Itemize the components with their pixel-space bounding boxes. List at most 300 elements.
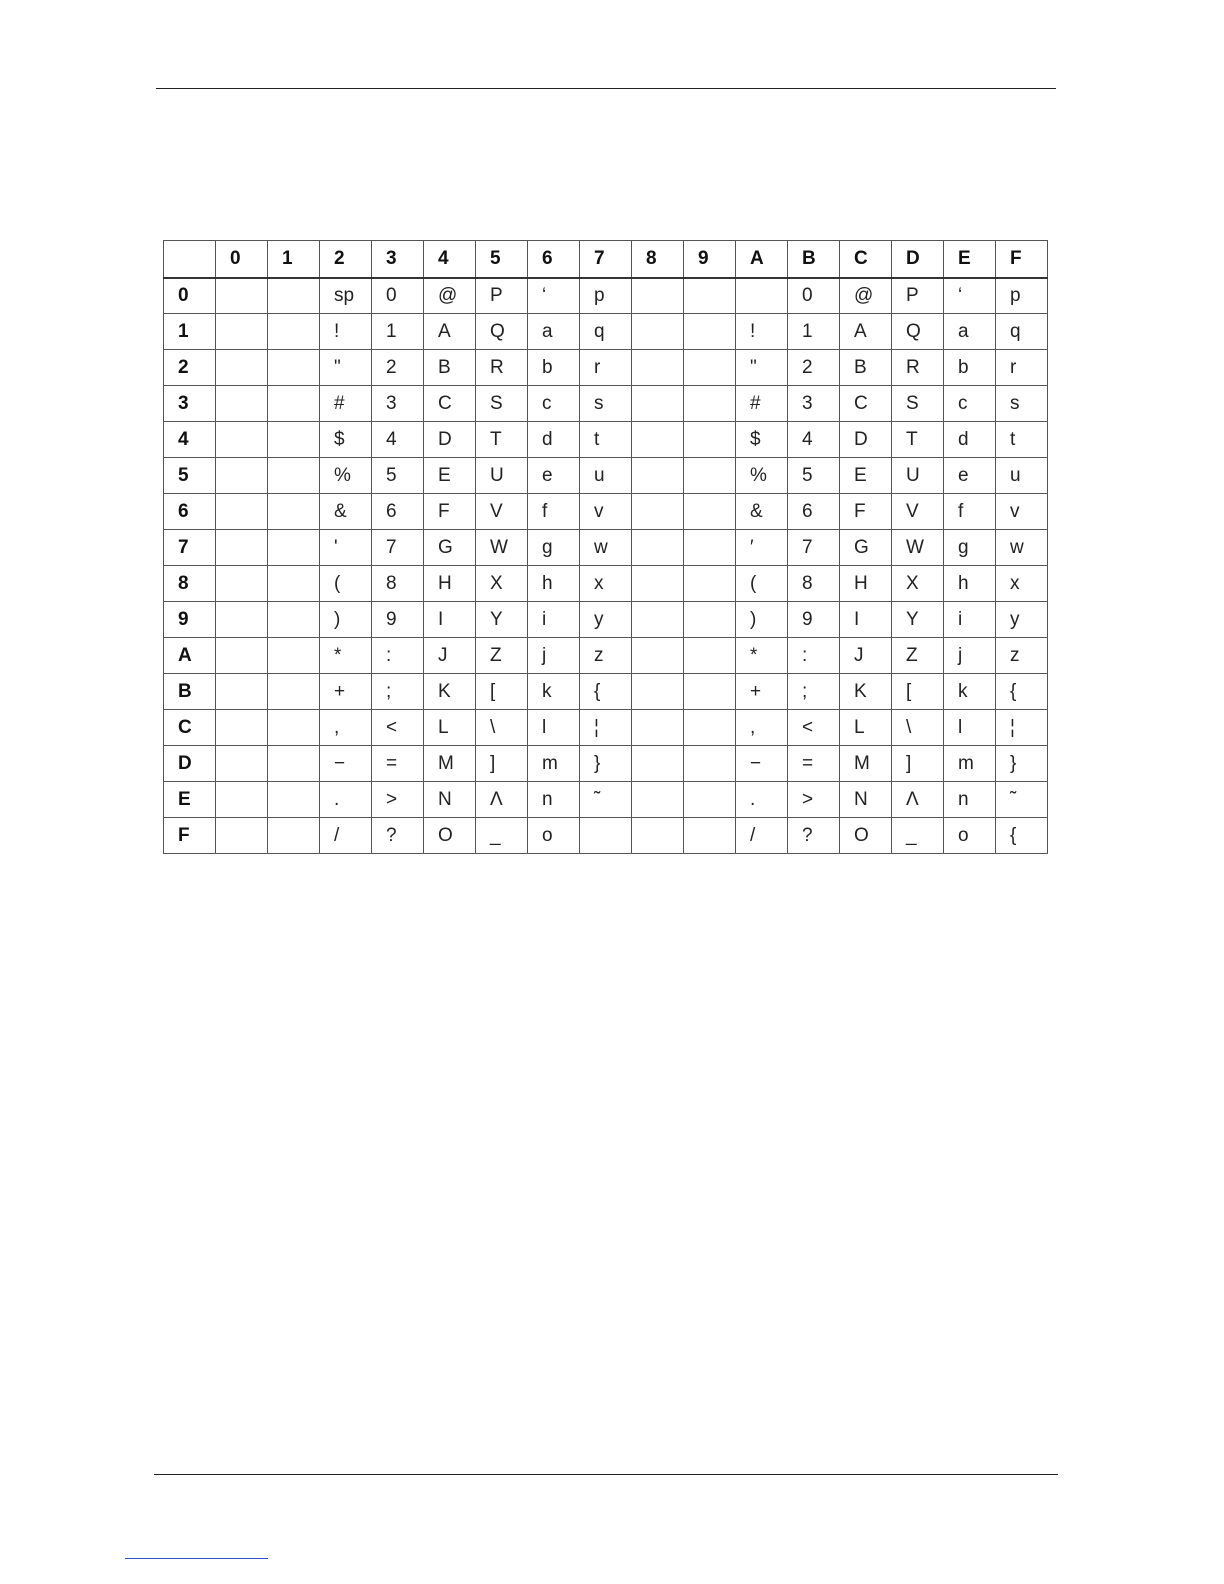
table-cell: R xyxy=(476,350,528,386)
table-cell: 8 xyxy=(788,566,840,602)
table-cell xyxy=(268,458,320,494)
table-cell xyxy=(632,530,684,566)
table-cell: ˜ xyxy=(580,782,632,818)
table-cell: u xyxy=(996,458,1048,494)
table-cell: y xyxy=(580,602,632,638)
table-cell xyxy=(684,386,736,422)
table-cell: a xyxy=(528,314,580,350)
table-cell: P xyxy=(476,278,528,314)
table-cell: I xyxy=(840,602,892,638)
table-cell: j xyxy=(528,638,580,674)
table-cell: G xyxy=(424,530,476,566)
table-cell: V xyxy=(892,494,944,530)
table-cell: ( xyxy=(736,566,788,602)
table-cell: 4 xyxy=(788,422,840,458)
table-cell: * xyxy=(320,638,372,674)
table-cell xyxy=(684,710,736,746)
table-cell: B xyxy=(840,350,892,386)
column-header-row xyxy=(164,241,1048,278)
table-cell xyxy=(216,494,268,530)
table-body xyxy=(164,278,1048,854)
table-cell xyxy=(684,818,736,854)
table-cell: i xyxy=(944,602,996,638)
table-cell: [ xyxy=(892,674,944,710)
table-cell xyxy=(632,566,684,602)
table-cell: X xyxy=(476,566,528,602)
table-cell: X xyxy=(892,566,944,602)
table-cell xyxy=(684,674,736,710)
table-cell xyxy=(684,782,736,818)
table-cell: $ xyxy=(736,422,788,458)
table-cell: & xyxy=(736,494,788,530)
table-cell: ′ xyxy=(736,530,788,566)
table-cell: w xyxy=(996,530,1048,566)
table-cell xyxy=(268,566,320,602)
table-cell: , xyxy=(736,710,788,746)
table-cell: Z xyxy=(892,638,944,674)
table-cell: y xyxy=(996,602,1048,638)
table-cell xyxy=(216,782,268,818)
footer-rule xyxy=(154,1474,1058,1475)
table-cell: 1 xyxy=(788,314,840,350)
table-cell: C xyxy=(840,386,892,422)
table-cell: s xyxy=(580,386,632,422)
table-cell: > xyxy=(372,782,424,818)
table-cell: ; xyxy=(372,674,424,710)
table-cell: * xyxy=(736,638,788,674)
row-header-4: 4 xyxy=(164,422,216,458)
table-cell: ‘ xyxy=(528,278,580,314)
table-cell: K xyxy=(840,674,892,710)
table-cell xyxy=(268,602,320,638)
table-cell xyxy=(216,350,268,386)
table-cell: ( xyxy=(320,566,372,602)
table-cell: v xyxy=(580,494,632,530)
table-cell: r xyxy=(580,350,632,386)
table-cell: 6 xyxy=(372,494,424,530)
table-cell xyxy=(684,602,736,638)
table-cell: M xyxy=(840,746,892,782)
table-cell: q xyxy=(580,314,632,350)
table-cell: G xyxy=(840,530,892,566)
table-cell: E xyxy=(424,458,476,494)
table-cell: / xyxy=(320,818,372,854)
table-cell: m xyxy=(528,746,580,782)
row-header-8: 8 xyxy=(164,566,216,602)
column-header-3: 3 xyxy=(372,241,424,278)
table-cell: ¦ xyxy=(996,710,1048,746)
table-cell: _ xyxy=(892,818,944,854)
table-cell xyxy=(268,278,320,314)
table-cell: g xyxy=(944,530,996,566)
table-row xyxy=(164,530,1048,566)
table-cell xyxy=(216,638,268,674)
row-header-e: E xyxy=(164,782,216,818)
table-cell: U xyxy=(476,458,528,494)
row-header-3: 3 xyxy=(164,386,216,422)
table-cell: F xyxy=(840,494,892,530)
column-header-e: E xyxy=(944,241,996,278)
table-cell: ] xyxy=(892,746,944,782)
table-cell xyxy=(684,494,736,530)
table-row xyxy=(164,278,1048,314)
table-cell: E xyxy=(840,458,892,494)
table-cell: 9 xyxy=(372,602,424,638)
table-cell: x xyxy=(580,566,632,602)
table-row xyxy=(164,422,1048,458)
table-cell xyxy=(216,566,268,602)
table-cell: p xyxy=(580,278,632,314)
table-cell: o xyxy=(944,818,996,854)
row-header-c: C xyxy=(164,710,216,746)
table-cell: M xyxy=(424,746,476,782)
table-cell xyxy=(632,782,684,818)
table-cell: b xyxy=(528,350,580,386)
table-cell: < xyxy=(372,710,424,746)
table-cell: T xyxy=(892,422,944,458)
table-cell xyxy=(684,278,736,314)
table-row xyxy=(164,674,1048,710)
row-header-b: B xyxy=(164,674,216,710)
row-header-1: 1 xyxy=(164,314,216,350)
row-header-a: A xyxy=(164,638,216,674)
table-cell: 6 xyxy=(788,494,840,530)
row-header-2: 2 xyxy=(164,350,216,386)
table-cell: Y xyxy=(476,602,528,638)
table-row xyxy=(164,566,1048,602)
table-cell: S xyxy=(476,386,528,422)
table-cell: D xyxy=(840,422,892,458)
table-cell xyxy=(632,746,684,782)
table-cell: U xyxy=(892,458,944,494)
table-cell: 8 xyxy=(372,566,424,602)
table-cell: W xyxy=(892,530,944,566)
table-cell: H xyxy=(424,566,476,602)
table-cell: , xyxy=(320,710,372,746)
table-cell: 9 xyxy=(788,602,840,638)
column-header-b: B xyxy=(788,241,840,278)
table-cell xyxy=(632,818,684,854)
table-cell: 2 xyxy=(372,350,424,386)
table-cell: % xyxy=(736,458,788,494)
table-cell: n xyxy=(944,782,996,818)
table-cell xyxy=(216,314,268,350)
table-cell xyxy=(632,494,684,530)
table-cell: ; xyxy=(788,674,840,710)
table-row xyxy=(164,458,1048,494)
table-cell: q xyxy=(996,314,1048,350)
table-cell: 3 xyxy=(372,386,424,422)
table-cell: sp xyxy=(320,278,372,314)
table-cell: . xyxy=(320,782,372,818)
table-cell: N xyxy=(424,782,476,818)
table-cell xyxy=(632,278,684,314)
row-header-d: D xyxy=(164,746,216,782)
table-cell: F xyxy=(424,494,476,530)
table-cell: ¦ xyxy=(580,710,632,746)
column-header-8: 8 xyxy=(632,241,684,278)
table-cell: x xyxy=(996,566,1048,602)
column-header-1: 1 xyxy=(268,241,320,278)
table-cell xyxy=(632,422,684,458)
table-cell xyxy=(216,386,268,422)
table-cell: N xyxy=(840,782,892,818)
row-header-f: F xyxy=(164,818,216,854)
table-cell: > xyxy=(788,782,840,818)
table-cell: 5 xyxy=(372,458,424,494)
footer-link-underline xyxy=(125,1558,268,1559)
table-cell: " xyxy=(736,350,788,386)
table-cell: p xyxy=(996,278,1048,314)
table-cell: 0 xyxy=(788,278,840,314)
table-cell: t xyxy=(580,422,632,458)
table-cell: V xyxy=(476,494,528,530)
table-cell: < xyxy=(788,710,840,746)
table-cell: a xyxy=(944,314,996,350)
table-cell: I xyxy=(424,602,476,638)
table-cell: A xyxy=(840,314,892,350)
table-row xyxy=(164,314,1048,350)
table-cell: h xyxy=(528,566,580,602)
table-cell xyxy=(632,638,684,674)
table-cell: m xyxy=(944,746,996,782)
table-row xyxy=(164,386,1048,422)
table-cell: % xyxy=(320,458,372,494)
table-cell xyxy=(684,458,736,494)
table-cell xyxy=(216,746,268,782)
table-cell xyxy=(632,710,684,746)
table-cell: ) xyxy=(320,602,372,638)
table-cell xyxy=(632,602,684,638)
table-cell xyxy=(216,818,268,854)
table-cell: L xyxy=(424,710,476,746)
table-cell xyxy=(268,314,320,350)
table-cell: Z xyxy=(476,638,528,674)
table-cell: k xyxy=(944,674,996,710)
table-cell: + xyxy=(320,674,372,710)
table-cell: : xyxy=(372,638,424,674)
table-cell xyxy=(684,350,736,386)
table-cell: e xyxy=(944,458,996,494)
table-cell: Y xyxy=(892,602,944,638)
table-cell: L xyxy=(840,710,892,746)
table-cell: ' xyxy=(320,530,372,566)
table-cell: ! xyxy=(320,314,372,350)
table-cell xyxy=(268,710,320,746)
table-cell: ? xyxy=(372,818,424,854)
table-cell: { xyxy=(580,674,632,710)
table-cell xyxy=(684,746,736,782)
table-cell: z xyxy=(580,638,632,674)
column-header-2: 2 xyxy=(320,241,372,278)
table-cell: Λ xyxy=(476,782,528,818)
column-header-5: 5 xyxy=(476,241,528,278)
table-cell: R xyxy=(892,350,944,386)
table-cell: # xyxy=(320,386,372,422)
table-cell: . xyxy=(736,782,788,818)
table-cell: / xyxy=(736,818,788,854)
table-cell xyxy=(268,638,320,674)
table-cell: [ xyxy=(476,674,528,710)
table-cell xyxy=(268,530,320,566)
table-cell xyxy=(268,422,320,458)
table-cell: H xyxy=(840,566,892,602)
table-cell: ) xyxy=(736,602,788,638)
table-cell: o xyxy=(528,818,580,854)
table-cell: # xyxy=(736,386,788,422)
table-cell: l xyxy=(944,710,996,746)
table-cell: Λ xyxy=(892,782,944,818)
table-row xyxy=(164,818,1048,854)
table-cell: i xyxy=(528,602,580,638)
table-cell xyxy=(216,674,268,710)
table-cell: − xyxy=(736,746,788,782)
table-cell xyxy=(216,458,268,494)
table-cell: = xyxy=(372,746,424,782)
table-cell: u xyxy=(580,458,632,494)
table-cell: ] xyxy=(476,746,528,782)
table-cell: Q xyxy=(892,314,944,350)
table-cell: C xyxy=(424,386,476,422)
table-cell xyxy=(580,818,632,854)
row-header-0: 0 xyxy=(164,278,216,314)
column-header-4: 4 xyxy=(424,241,476,278)
table-cell: @ xyxy=(840,278,892,314)
table-cell xyxy=(684,638,736,674)
column-header-d: D xyxy=(892,241,944,278)
table-cell: : xyxy=(788,638,840,674)
column-header-7: 7 xyxy=(580,241,632,278)
table-cell: O xyxy=(840,818,892,854)
row-header-6: 6 xyxy=(164,494,216,530)
table-cell: 4 xyxy=(372,422,424,458)
table-cell: & xyxy=(320,494,372,530)
row-header-9: 9 xyxy=(164,602,216,638)
table-cell xyxy=(632,314,684,350)
table-header xyxy=(164,241,1048,278)
table-cell xyxy=(268,818,320,854)
table-cell: = xyxy=(788,746,840,782)
table-cell: n xyxy=(528,782,580,818)
table-cell xyxy=(268,746,320,782)
table-cell xyxy=(216,602,268,638)
table-cell: ? xyxy=(788,818,840,854)
table-cell: " xyxy=(320,350,372,386)
column-header-9: 9 xyxy=(684,241,736,278)
table-cell xyxy=(684,530,736,566)
table-cell: z xyxy=(996,638,1048,674)
table-row xyxy=(164,710,1048,746)
table-cell: _ xyxy=(476,818,528,854)
table-cell: S xyxy=(892,386,944,422)
character-code-table xyxy=(163,240,1048,854)
table-cell: 7 xyxy=(372,530,424,566)
table-cell: h xyxy=(944,566,996,602)
table-cell: P xyxy=(892,278,944,314)
table-cell: s xyxy=(996,386,1048,422)
table-cell xyxy=(216,710,268,746)
table-cell: 3 xyxy=(788,386,840,422)
table-cell: @ xyxy=(424,278,476,314)
table-cell xyxy=(268,782,320,818)
table-cell xyxy=(216,278,268,314)
table-cell: W xyxy=(476,530,528,566)
table-cell: \ xyxy=(892,710,944,746)
table-cell: k xyxy=(528,674,580,710)
table-cell: B xyxy=(424,350,476,386)
table-cell: l xyxy=(528,710,580,746)
table-cell: 7 xyxy=(788,530,840,566)
table-cell: ‘ xyxy=(944,278,996,314)
table-cell: d xyxy=(944,422,996,458)
table-row xyxy=(164,350,1048,386)
header-rule xyxy=(156,88,1056,89)
table-cell: ˜ xyxy=(996,782,1048,818)
table-cell xyxy=(268,386,320,422)
table-cell: J xyxy=(424,638,476,674)
table-cell: T xyxy=(476,422,528,458)
table-cell: 2 xyxy=(788,350,840,386)
table-cell xyxy=(684,314,736,350)
corner-header-cell xyxy=(164,241,216,278)
table-cell xyxy=(632,386,684,422)
table-cell: − xyxy=(320,746,372,782)
table-cell xyxy=(684,566,736,602)
table-cell: v xyxy=(996,494,1048,530)
table-cell xyxy=(632,350,684,386)
table-cell: K xyxy=(424,674,476,710)
table-cell: } xyxy=(996,746,1048,782)
column-header-c: C xyxy=(840,241,892,278)
table-cell: b xyxy=(944,350,996,386)
table-cell: O xyxy=(424,818,476,854)
table-cell xyxy=(268,494,320,530)
column-header-f: F xyxy=(996,241,1048,278)
table-cell: Q xyxy=(476,314,528,350)
table-cell: + xyxy=(736,674,788,710)
table-cell: \ xyxy=(476,710,528,746)
table-cell: t xyxy=(996,422,1048,458)
table-cell: 1 xyxy=(372,314,424,350)
table-cell: r xyxy=(996,350,1048,386)
table-row xyxy=(164,746,1048,782)
row-header-5: 5 xyxy=(164,458,216,494)
column-header-a: A xyxy=(736,241,788,278)
column-header-0: 0 xyxy=(216,241,268,278)
table-cell xyxy=(268,674,320,710)
table-cell: 5 xyxy=(788,458,840,494)
table-cell: g xyxy=(528,530,580,566)
column-header-6: 6 xyxy=(528,241,580,278)
table-cell xyxy=(632,674,684,710)
table-cell: d xyxy=(528,422,580,458)
table-row xyxy=(164,602,1048,638)
table-cell xyxy=(216,530,268,566)
table-cell: w xyxy=(580,530,632,566)
table-cell xyxy=(216,422,268,458)
table-cell: ! xyxy=(736,314,788,350)
table-cell xyxy=(632,458,684,494)
table-cell: f xyxy=(528,494,580,530)
table-cell xyxy=(268,350,320,386)
table-cell: 0 xyxy=(372,278,424,314)
table-row xyxy=(164,494,1048,530)
table-row xyxy=(164,782,1048,818)
table-cell: D xyxy=(424,422,476,458)
table-cell: j xyxy=(944,638,996,674)
table-cell: c xyxy=(528,386,580,422)
table-cell xyxy=(684,422,736,458)
